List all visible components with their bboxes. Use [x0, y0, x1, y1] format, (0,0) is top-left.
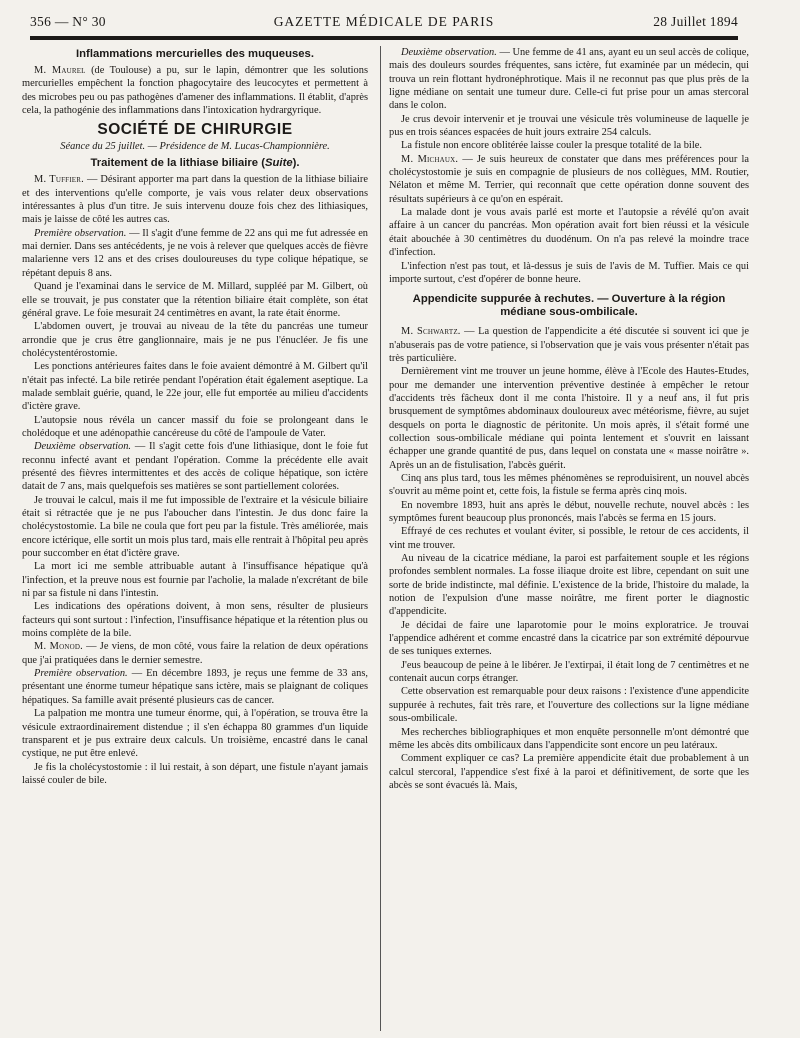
paragraph: Comment expliquer ce cas? La première appendicite était due probablement à un calcul stercoral, l'appendice s'est fixé à la paroi et définitivement, de sorte que les abcès se sont évacués là. Mais, — [389, 753, 749, 791]
paragraph-text: (de Toulouse) a pu, sur le lapin, démontrer que les solutions mercurielles empêchent la fonction phagocytaire des leucocytes et permettent à des microbes peu ou pas pathogènes d'amener des inflammations. Il établit, d'après cela, la pathogénie des inflammations dans l'intoxication hydrargyrique. — [22, 65, 368, 117]
paragraph: Effrayé de ces rechutes et voulant éviter, si possible, le retour de ces accidents, il vint me trouver. — [389, 526, 749, 551]
speaker-name: M. Michaux. — [401, 153, 459, 165]
paragraph: Je décidai de faire une laparotomie pour le moins exploratrice. Je trouvai l'appendice adhérent et comme encastré dans la cicatrice par son extrémité dépourvue de ses tuniques externes. — [389, 619, 749, 658]
paragraph — [22, 64, 368, 117]
paragraph: La malade dont je vous avais parlé est morte et l'autopsie a révélé qu'on avait affaire à un cancer du pancréas. Mon opération avait fort bien réussi et la vésicule était abouchée à 30 centimètres du duodénum. On n'a pas relevé la moindre trace d'infection. — [389, 207, 749, 259]
paragraph: L'infection n'est pas tout, et là-dessus je suis de l'avis de M. Tuffier. Mais ce qui importe surtout, c'est d'opérer de bonne heure. — [389, 260, 749, 285]
section-heading-inflammations: Inflammations mercurielles des muqueuses. — [76, 48, 314, 60]
right-column — [389, 46, 749, 792]
paragraph: J'eus beaucoup de peine à le libérer. Je l'extirpai, il était long de 7 centimètres et ne contenait aucun corps étranger. — [389, 659, 749, 685]
speaker-name: M. Schwartz. — [401, 326, 461, 338]
paragraph: L'autopsie nous révéla un cancer massif du foie se prolongeant dans le cholédoque et une adénopathie cancéreuse du côté de l'ampoule de Vater. — [22, 414, 368, 439]
paragraph: La mort ici me semble attribuable autant à l'insuffisance hépatique qu'à l'infection, et la preuve nous est fournie par l'acholie, la malade n'excrétant de bile ni par sa fistule ni dans l'intestin. — [22, 561, 368, 600]
paragraph-text: — Il s'agit cette fois d'une lithiasique, dont le foie fut reconnu infecté avant et pendant l'opération. Comme la précédente elle avait présenté des fièvres intermittentes et des accès de colique hépatique, son ictère datait de 7 ans, mais quelquefois ses matières se sont partiellement colorées. — [22, 441, 368, 493]
paragraph-text: — Je viens, de mon côté, vous faire la relation de deux opérations que j'ai pratiquées dans le dernier semestre. — [22, 641, 368, 666]
paragraph: La palpation me montra une tumeur énorme, qui, à l'opération, se trouva être la vésicule extraordinairement distendue ; il s'en échappa 80 grammes d'un liquide transparent et je pus extraire deux calculs. Un troisième, encastré dans le canal cystique, ne put être enlevé. — [22, 708, 368, 760]
page-header — [30, 14, 738, 32]
paragraph — [22, 227, 368, 280]
paragraph: La fistule non encore oblitérée laisse couler la presque totalité de la bile. — [401, 140, 702, 152]
observation-lead: Première observation. — [34, 668, 128, 680]
issue-date: 28 Juillet 1894 — [653, 14, 738, 29]
paragraph — [22, 440, 368, 493]
paragraph: Cinq ans plus tard, tous les mêmes phénomènes se reproduisirent, un nouvel abcès s'ouvrit au même point et, cette fois, la fistule se ferma après cinq mois. — [389, 472, 749, 498]
topic-heading — [22, 157, 368, 170]
paragraph-text: — Une femme de 41 ans, ayant eu un seul accès de colique, mais des douleurs sourdes fréquentes, sans ictère, fut examinée par un médecin, qui trouva un rein flottant hydronéphrotique. Mais il ne reconnut pas que plus près de la ligne médiane on sentait une tumeur dure. Celle-ci fut prise pour un amas stercoral dans le colon. — [389, 47, 749, 112]
paragraph — [389, 153, 749, 206]
paragraph-text: — Désirant apporter ma part dans la question de la lithiase biliaire et des interventions qu'elle comporte, je vais vous relater deux observations intéressantes à plus d'un titre. Je suis intervenu douze fois chez des lithiasiques, mais je laisse de côté les autres cas. — [22, 174, 368, 226]
paragraph: Cette observation est remarquable pour deux raisons : l'existence d'une appendicite suppurée à rechutes, fait très rare, et l'ouverture des collections sur la ligne médiane sous-ombilicale. — [389, 686, 749, 725]
paragraph: Je trouvai le calcul, mais il me fut impossible de l'extraire et la vésicule biliaire était si rétractée que je ne pus l'aboucher dans l'intestin. Je dus donc faire la cholécystostomie. La bile ne coula que fort peu par la fistule. Très améliorée, mais encore ictérique, elle sortit un mois plus tard, mais elle rentrait à l'hôpital peu après pour succomber en état d'ictère grave. — [22, 494, 368, 560]
paragraph — [22, 640, 368, 667]
speaker-name: M. Maurel — [34, 65, 86, 76]
paragraph: Je fis la cholécystostomie : il lui restait, à son départ, une fistule n'ayant jamais laissé couler de bile. — [22, 761, 368, 786]
session-line: Séance du 25 juillet. — Présidence de M. Lucas-Championnière. — [60, 140, 330, 152]
paragraph — [389, 325, 749, 365]
paragraph: Les indications des opérations doivent, à mon sens, résulter de plusieurs facteurs qui sont surtout : l'infection, l'insuffisance hépatique et la rétention plus ou moins complète de la bile. — [22, 601, 368, 640]
paragraph: Au niveau de la cicatrice médiane, la paroi est parfaitement souple et les régions profondes semblent normales. La fosse iliaque droite est libre, cependant on suit une sorte de bride indistincte, mal définie. L'existence de la bride, l'histoire du malade, la notion de l'expulsion d'une masse noirâtre, me firent porter le diagnostic d'appendicite. — [389, 553, 749, 618]
paragraph-text: — Je suis heureux de constater que dans mes préférences pour la cholécystostomie je suis en compagnie de plusieurs de nos collègues, MM. Routier, Nélaton et même M. Terrier, qui reconnaît que cette opération donne souvent des résultats supérieurs à ce qu'on en espérait. — [389, 153, 749, 205]
observation-lead: Deuxième observation. — [401, 47, 497, 58]
paragraph: L'abdomen ouvert, je trouvai au niveau de la tête du pancréas une tumeur arrondie que je crus être ganglionnaire, mais je ne pus l'énucléer. Je fis une cholécystentérostomie. — [22, 321, 368, 359]
paragraph: Je crus devoir intervenir et je trouvai une vésicule très volumineuse de laquelle je pus en trois séances espacées de huit jours extraire 254 calculs. — [389, 113, 749, 139]
speaker-name: M. Monod. — [34, 641, 83, 653]
paragraph-text: — Il s'agit d'une femme de 22 ans qui me fut adressée en mai dernier. Dans ses antécédents, je ne vois à relever que quelques accès de fièvre malarienne vers 12 ans et des crises douloureuses du type colique hépatique, se répétant depuis 8 ans. — [22, 227, 369, 279]
speaker-name: M. Tuffier. — [34, 174, 84, 186]
paragraph — [389, 46, 749, 113]
page-number: 356 — N° 30 — [30, 14, 106, 29]
column-divider — [380, 46, 381, 1031]
left-column — [22, 46, 368, 787]
paragraph — [22, 173, 368, 226]
paragraph: Quand je l'examinai dans le service de M. Millard, suppléé par M. Gilbert, où elle se trouvait, je pus constater que la rétention biliaire était complète, son état général grave. Le foie mesurait 24 centimètres en avant, la rate était énorme. — [22, 281, 368, 319]
society-heading: SOCIÉTÉ DE CHIRURGIE — [97, 121, 293, 139]
journal-title: GAZETTE MÉDICALE DE PARIS — [273, 14, 495, 29]
paragraph: En novembre 1893, huit ans après le début, nouvelle rechute, nouvel abcès : les symptômes furent beaucoup plus prononcés, mais l'abcès se ferma en 15 jours. — [389, 499, 749, 524]
paragraph-text: — La question de l'appendicite a été discutée si souvent ici que je n'abuserais pas de votre patience, si l'observation que je vais vous présenter n'était pas très particulière. — [389, 326, 749, 364]
topic-heading-close: ). — [292, 157, 300, 170]
paragraph: Les ponctions antérieures faites dans le foie avaient démontré à M. Gilbert qu'il n'était pas infecté. La bile retirée pendant l'opération était également aseptique. La malade semblait guérie, quand, le 22e jour, elle fut emportée au milieu d'accidents d'ictère grave. — [22, 361, 368, 413]
paragraph-text: — En décembre 1893, je reçus une femme de 33 ans, présentant une énorme tumeur hépatique sans ictère, mais se plaignant de coliques hépatiques. Sa famille avait présenté plusieurs cas de cancer. — [22, 668, 368, 706]
section-heading-appendicite: Appendicite suppurée à rechutes. — Ouverture à la région médiane sous-ombilicale. — [412, 293, 726, 319]
paragraph: Dernièrement vint me trouver un jeune homme, élève à l'Ecole des Hautes-Etudes, pour me demander une intervention préventive destinée à empêcher le retour d'accidents très fâcheux dont il me conta l'histoire. Il y a neuf ans, il fut pris brusquement de symptômes abdominaux douloureux avec météorisme, fièvre, au sujet desquels on porta le diagnostic de péritonite. Un mois après, il s'était formé une collection sous-ombilicale médiane qui pointa lentement et s'ouvrit en laissant échapper une grande quantité de pus, dans lequel on constata une « masse noirâtre ». Après un an de fistulisation, l'abcès guérit. — [389, 366, 749, 471]
paragraph: Mes recherches bibliographiques et mon enquête personnelle m'ont démontré que même les abcès dits ombilicaux dans l'appendicite sont encore un peu latéraux. — [389, 726, 749, 751]
observation-lead: Première observation. — [34, 227, 127, 239]
paragraph — [22, 667, 368, 707]
topic-heading-suite: Suite — [265, 157, 293, 170]
topic-heading-text: Traitement de la lithiase biliaire ( — [90, 157, 265, 170]
header-rule — [30, 36, 738, 40]
observation-lead: Deuxième observation. — [34, 441, 132, 453]
